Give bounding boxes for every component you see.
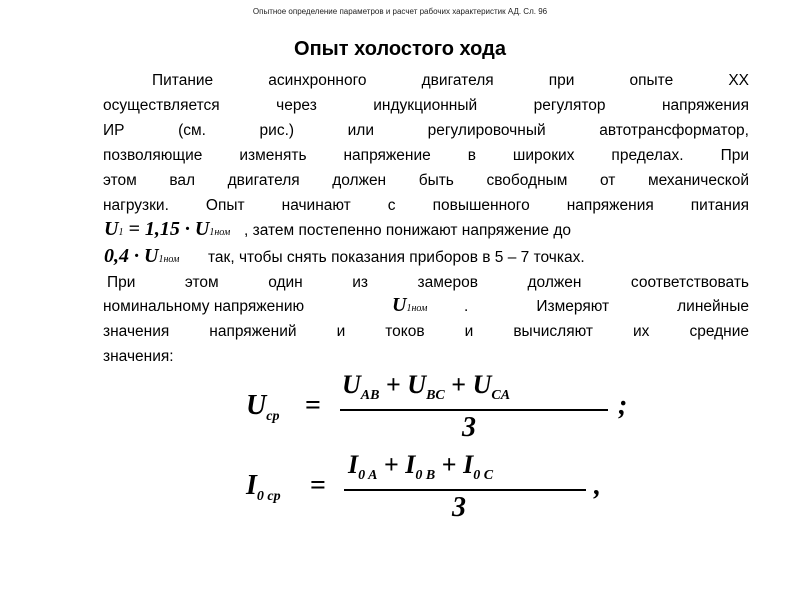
- inline-formula-u1: U1 = 1,15 · U1ном: [104, 218, 231, 240]
- paragraph-line: . Измеряют линейные: [464, 298, 749, 315]
- formula-denominator: 3: [452, 492, 466, 523]
- formula-end-mark: ,: [594, 470, 601, 501]
- inline-formula-u04: 0,4 · U1ном: [104, 245, 180, 267]
- paragraph-line: осуществляется через индукционный регулятор напряжения: [103, 97, 749, 114]
- paragraph-line: так, чтобы снять показания приборов в 5 – 7 точках.: [208, 249, 585, 266]
- paragraph-line: , затем постепенно понижают напряжение до: [244, 222, 571, 239]
- formula-equals: =: [305, 390, 321, 421]
- paragraph-line: нагрузки. Опыт начинают с повышенного напряжения питания: [103, 197, 749, 214]
- formula-equals: =: [310, 470, 326, 501]
- formula-numerator: $U_{AB} + U_{BC} + U_{CA}$: [342, 370, 511, 403]
- paragraph-line: этом вал двигателя должен быть свободным от механической: [103, 172, 749, 189]
- slide-header-caption: Опытное определение параметров и расчет рабочих характеристик АД. Сл. 96: [252, 7, 548, 16]
- formula-numerator: $I_{0 A} + I_{0 B} + I_{0 C}$: [348, 450, 494, 483]
- paragraph-line: При этом один из замеров должен соответствовать: [107, 274, 749, 291]
- slide-title: Опыт холостого хода: [294, 38, 506, 60]
- paragraph-line: Питание асинхронного двигателя при опыте ХХ: [152, 72, 749, 89]
- paragraph-line: значения:: [103, 348, 174, 365]
- fraction-bar: [344, 489, 586, 491]
- inline-formula-unom: U1ном: [392, 294, 428, 316]
- formula-lhs: $I_{0 ср}$: [246, 470, 281, 504]
- fraction-bar: [340, 409, 608, 411]
- formula-denominator: 3: [462, 412, 476, 443]
- paragraph-line: ИР (см. рис.) или регулировочный автотрансформатор,: [103, 122, 749, 139]
- paragraph-line: номинальному напряжению: [103, 298, 305, 315]
- paragraph-line: значения напряжений и токов и вычисляют их средние: [103, 323, 749, 340]
- formula-end-mark: ;: [618, 390, 628, 421]
- paragraph-line: позволяющие изменять напряжение в широких пределах. При: [103, 147, 749, 164]
- formula-lhs: $U_{ср}$: [246, 390, 280, 424]
